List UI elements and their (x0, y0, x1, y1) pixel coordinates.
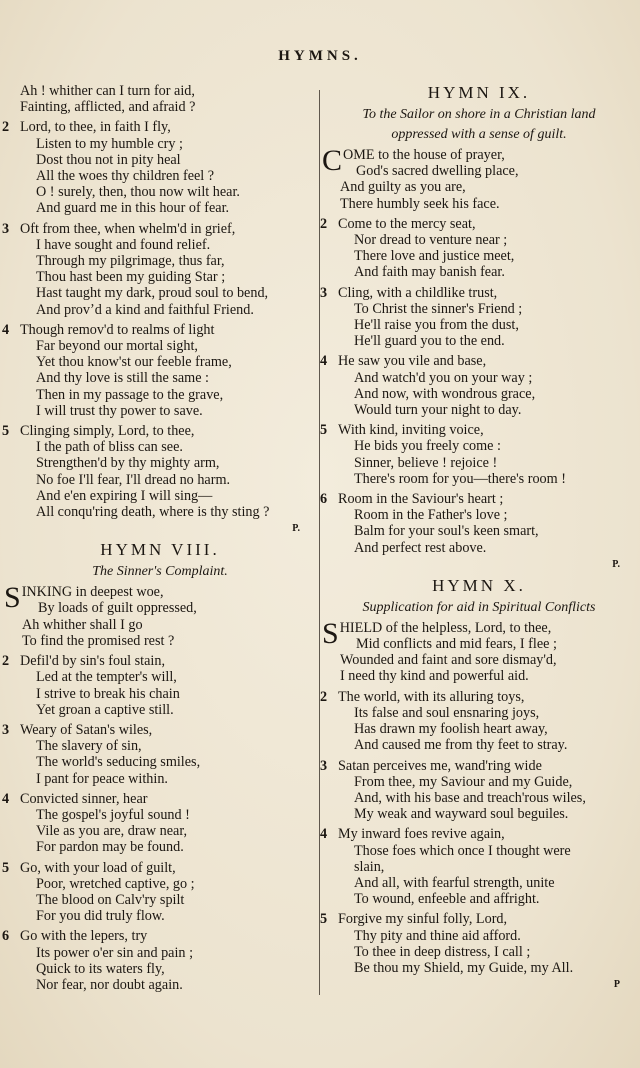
stanza (320, 216, 638, 281)
verse-line: Room in the Saviour's heart ; (338, 491, 504, 508)
verse-line: There's room for you—there's room ! (354, 470, 566, 487)
stanza-continuation (2, 83, 318, 115)
verse-line: Satan perceives me, wand'ring wide (338, 757, 542, 774)
verse-line: For you did truly flow. (36, 908, 165, 925)
verse-line: The slavery of sin, (36, 738, 142, 755)
verse-line: Thou hast been my guiding Star ; (36, 269, 226, 286)
verse-line: And thy love is still the same : (36, 370, 209, 387)
stanza-number: 2 (2, 653, 10, 670)
printer-mark: P (613, 979, 620, 991)
verse-line: God's sacred dwelling place, (356, 163, 519, 180)
printer-mark: P. (612, 558, 620, 570)
stanza-number: 6 (320, 491, 328, 508)
verse-line: For pardon may be found. (36, 839, 184, 856)
verse-line: He saw you vile and base, (338, 353, 487, 370)
verse-line: And, with his base and treach'rous wiles, (354, 789, 586, 806)
verse-line: Has drawn my foolish heart away, (354, 721, 548, 738)
verse-line: Go with the lepers, try (20, 928, 148, 945)
verse-line-text: OME to the house of prayer, (343, 147, 505, 163)
stanza-number: 6 (2, 928, 10, 945)
stanza-number: 2 (2, 119, 10, 136)
stanza (320, 285, 638, 350)
verse-line: Ah ! whither can I turn for aid, (20, 83, 195, 99)
verse-line: Through my pilgrimage, thus far, (36, 253, 225, 270)
verse-line: And perfect rest above. (354, 539, 487, 556)
stanza-number: 3 (2, 220, 10, 237)
verse-line: To Christ the sinner's Friend ; (354, 300, 523, 317)
verse-line: And watch'd you on your way ; (354, 369, 533, 386)
verse-line: Though remov'd to realms of light (20, 321, 215, 338)
verse-line: Strengthen'd by thy mighty arm, (36, 455, 220, 472)
verse-line: And guilty as you are, (340, 179, 466, 196)
verse-line: There humbly seek his face. (340, 195, 500, 212)
drop-capital: C (322, 144, 343, 177)
verse-line: Ah whither shall I go (22, 616, 143, 633)
stanza-number: 5 (2, 859, 10, 876)
verse-line: Nor dread to venture near ; (354, 232, 508, 249)
verse-line: There love and justice meet, (354, 248, 515, 265)
left-column (2, 83, 318, 997)
verse-line: I strive to break his chain (36, 685, 180, 702)
verse-line: And provʼd a kind and faithful Friend. (36, 301, 254, 318)
verse-line: And all, with fearful strength, unite (354, 874, 555, 891)
stanza (320, 826, 638, 907)
verse-line: Be thou my Shield, my Guide, my All. (354, 959, 574, 976)
verse-line: Its power o'er sin and pain ; (36, 944, 194, 961)
stanza-number: 3 (2, 721, 10, 738)
running-header: HYMNS. (278, 48, 362, 64)
verse-line: Forgive my sinful folly, Lord, (338, 911, 508, 928)
verse-line: slain, (354, 858, 385, 875)
verse-line: O ! surely, then, thou now wilt hear. (36, 184, 240, 201)
verse-line: I have sought and found relief. (36, 236, 211, 253)
verse-line: To wound, enfeeble and affright. (354, 891, 540, 908)
verse-line: Its false and soul ensnaring joys, (354, 704, 540, 721)
verse-line: Come to the mercy seat, (338, 215, 476, 232)
verse-line: All the woes thy children feel ? (36, 168, 215, 185)
verse-line: My inward foes revive again, (338, 826, 505, 843)
printer-mark: P. (292, 523, 300, 535)
hymn-title: HYMN IX. (427, 83, 531, 102)
verse-line: I the path of bliss can see. (36, 439, 183, 456)
verse-line: I need thy kind and powerful aid. (340, 668, 529, 685)
verse-line: To thee in deep distress, I call ; (354, 943, 531, 960)
stanza-number: 4 (2, 790, 10, 807)
stanza-number: 5 (2, 423, 10, 440)
hymn-subtitle: To the Sailor on shore in a Christian land (362, 107, 596, 122)
verse-line: Yet groan a captive still. (36, 701, 174, 718)
stanza (2, 722, 318, 787)
verse-line: Vile as you are, draw near, (36, 823, 188, 840)
stanza-number: 2 (320, 688, 328, 705)
verse-line: Thy pity and thine aid afford. (354, 927, 521, 944)
stanza-number: 5 (320, 422, 328, 439)
verse-line: Weary of Satan's wiles, (20, 721, 153, 738)
stanza-number: 3 (320, 757, 328, 774)
verse-line: And e'en expiring I will sing— (36, 487, 213, 504)
stanza-number: 5 (320, 911, 328, 928)
verse-line: Sinner, believe ! rejoice ! (354, 454, 498, 471)
verse-line: Led at the tempter's will, (36, 669, 177, 686)
stanza (2, 423, 318, 520)
verse-line: No foe I'll fear, I'll dread no harm. (36, 471, 231, 488)
verse-line: Quick to its waters fly, (36, 960, 165, 977)
stanza (2, 119, 318, 216)
verse-line: With kind, inviting voice, (338, 422, 484, 439)
verse-line-text: HIELD of the helpless, Lord, to thee, (339, 619, 552, 636)
hymn-subtitle: The Sinner's Complaint. (92, 564, 228, 580)
verse-line: Hast taught my dark, proud soul to bend, (36, 285, 269, 302)
verse-line: Lord, to thee, in faith I fly, (20, 119, 171, 136)
verse-line: By loads of guilt oppressed, (38, 600, 197, 617)
verse-line: He'll raise you from the dust, (354, 317, 519, 334)
verse-line: Room in the Father's love ; (354, 507, 508, 524)
stanza (2, 221, 318, 318)
stanza-number: 4 (2, 321, 10, 338)
verse-line: Nor fear, nor doubt again. (36, 976, 183, 993)
verse-line: Far beyond our mortal sight, (36, 338, 198, 355)
verse-line: And caused me from thy feet to stray. (354, 737, 568, 754)
verse-line: Poor, wretched captive, go ; (36, 875, 195, 892)
hymn-title: HYMN X. (432, 575, 526, 595)
stanza (2, 653, 318, 718)
stanza-number: 4 (320, 353, 328, 370)
verse-line: Clinging simply, Lord, to thee, (20, 423, 195, 440)
stanza-number: 3 (320, 284, 328, 301)
verse-line: Then in my passage to the grave, (36, 386, 224, 403)
stanza (2, 860, 318, 925)
verse-line: Fainting, afflicted, and afraid ? (20, 99, 196, 116)
verse-line: And guard me in this hour of fear. (36, 200, 230, 217)
verse-line: From thee, my Saviour and my Guide, (354, 773, 573, 790)
stanza (320, 616, 638, 685)
verse-line: Oft from thee, when whelm'd in grief, (20, 220, 236, 237)
verse-line: Wounded and faint and sore dismay'd, (340, 652, 557, 669)
verse-line: And now, with wondrous grace, (354, 385, 536, 402)
verse-line: The blood on Calv'ry spilt (36, 891, 185, 908)
stanza (2, 791, 318, 856)
verse-line: Mid conflicts and mid fears, I flee ; (356, 636, 557, 653)
verse-line: Balm for your soul's keen smart, (354, 523, 539, 540)
stanza (320, 911, 638, 976)
verse-line: Convicted sinner, hear (20, 790, 148, 807)
verse-line: Go, with your load of guilt, (20, 859, 176, 876)
stanza-number: 2 (320, 215, 328, 232)
verse-line: I pant for peace within. (36, 770, 168, 787)
verse-line: My weak and wayward soul beguiles. (354, 806, 569, 823)
verse-line: To find the promised rest ? (22, 632, 175, 649)
stanza (2, 322, 318, 419)
right-column (320, 83, 638, 990)
verse-line: He'll guard you to the end. (354, 333, 505, 350)
stanza-number: 4 (320, 826, 328, 843)
verse-line: Listen to my humble cry ; (36, 135, 183, 152)
verse-line: Dost thou not in pity heal (36, 151, 181, 168)
stanza (320, 758, 638, 823)
verse-line: Those foes which once I thought were (354, 842, 571, 859)
verse-line: The world's seducing smiles, (36, 754, 201, 771)
stanza (320, 422, 638, 487)
hymn-title: HYMN VIII. (100, 540, 220, 560)
verse-line: And faith may banish fear. (354, 264, 505, 281)
stanza (320, 689, 638, 754)
stanza (320, 491, 638, 556)
verse-line: Defil'd by sin's foul stain, (20, 653, 166, 670)
hymn-subtitle: oppressed with a sense of guilt. (391, 127, 567, 142)
verse-line: He bids you freely come : (354, 438, 501, 455)
hymn-subtitle: Supplication for aid in Spiritual Conflicts (362, 599, 596, 615)
drop-capital: S (322, 616, 339, 650)
drop-capital: S (4, 581, 21, 615)
verse-line: The gospel's joyful sound ! (36, 806, 190, 823)
stanza (320, 144, 638, 212)
verse-line: All conqu'ring death, where is thy sting ? (36, 504, 270, 521)
stanza (2, 928, 318, 993)
verse-line-text: INKING in deepest woe, (21, 584, 164, 601)
verse-line: The world, with its alluring toys, (338, 688, 525, 705)
verse-line: Cling, with a childlike trust, (338, 284, 498, 301)
verse-line: Yet thou know'st our feeble frame, (36, 354, 232, 371)
verse-line: Would turn your night to day. (354, 402, 522, 419)
stanza (2, 581, 318, 649)
verse-line: I will trust thy power to save. (36, 402, 203, 419)
stanza (320, 353, 638, 418)
